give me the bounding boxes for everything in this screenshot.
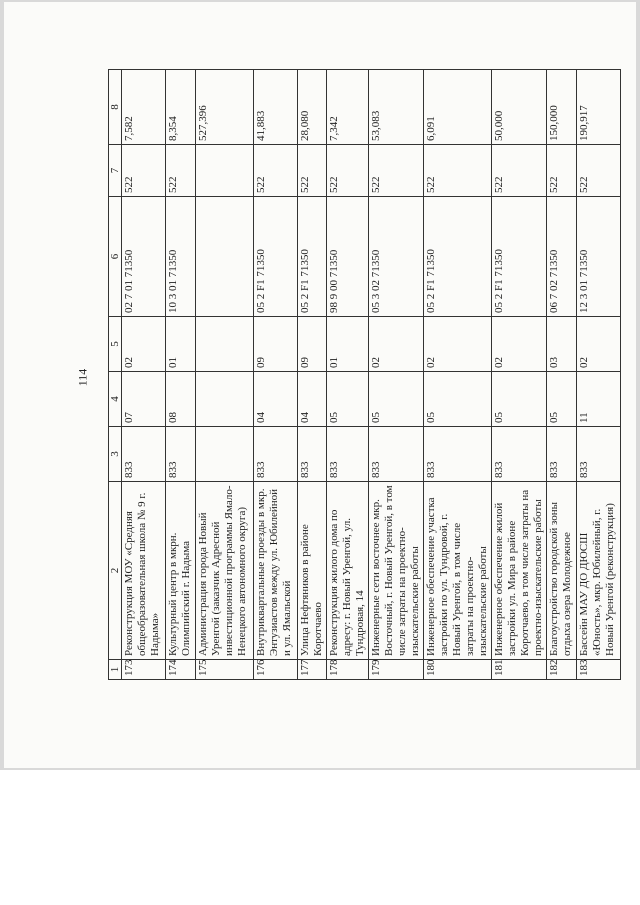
table-row [254, 70, 298, 680]
table-cell-c3: 833 [327, 427, 369, 482]
table-row [369, 70, 424, 680]
table-row [122, 70, 166, 680]
table-cell-n: 175 [196, 660, 254, 680]
table-cell-c8: 8,354 [166, 70, 196, 145]
table-cell-c5: 02 [492, 317, 547, 372]
table-row [492, 70, 547, 680]
table-cell-name: Благоустройство городской зоны отдыха озера Молодежное [547, 482, 577, 660]
table-cell-c7: 522 [547, 145, 577, 197]
table-cell-n: 173 [122, 660, 166, 680]
table-cell-c5: 09 [254, 317, 298, 372]
table-cell-c3: 833 [122, 427, 166, 482]
table-cell-c5: 01 [166, 317, 196, 372]
rotated-table-container [108, 70, 616, 680]
table-cell-name: Бассейн МАУ ДО ДЮСШ «Юность», мкр. Юбилейный, г. Новый Уренгой (реконструкция) [577, 482, 621, 660]
table-cell-c8: 527,396 [196, 70, 254, 145]
budget-table [108, 69, 621, 680]
table-body [122, 70, 621, 680]
table-cell-c4: 05 [369, 372, 424, 427]
table-cell-n: 179 [369, 660, 424, 680]
table-cell-c4: 04 [254, 372, 298, 427]
table-row [327, 70, 369, 680]
table-cell-c4: 05 [327, 372, 369, 427]
table-cell-c5: 09 [298, 317, 327, 372]
table-cell-c7: 522 [254, 145, 298, 197]
table-cell-c8: 53,083 [369, 70, 424, 145]
table-cell-name: Администрация города Новый Уренгой (заказчик Адресной инвестиционной программы Ямало-Ненецкого автономного округа) [196, 482, 254, 660]
header-cell: 1 [109, 660, 122, 680]
table-cell-c5: 01 [327, 317, 369, 372]
table-cell-name: Реконструкция жилого дома по адресу: г. Новый Уренгой, ул. Тундровая, 14 [327, 482, 369, 660]
table-cell-n: 174 [166, 660, 196, 680]
table-cell-c6: 05 2 F1 71350 [492, 197, 547, 317]
table-row [547, 70, 577, 680]
table-cell-c5: 02 [122, 317, 166, 372]
table-cell-n: 180 [424, 660, 492, 680]
table-cell-c7: 522 [166, 145, 196, 197]
table-cell-c5: 03 [547, 317, 577, 372]
table-cell-c6: 05 2 F1 71350 [298, 197, 327, 317]
header-cell: 3 [109, 427, 122, 482]
table-cell-c4: 11 [577, 372, 621, 427]
table-cell-c7: 522 [369, 145, 424, 197]
table-cell-c4: 04 [298, 372, 327, 427]
table-cell-c6: 98 9 00 71350 [327, 197, 369, 317]
table-cell-c8: 7,342 [327, 70, 369, 145]
table-cell-c3: 833 [424, 427, 492, 482]
table-row [577, 70, 621, 680]
table-cell-c8: 50,000 [492, 70, 547, 145]
table-cell-n: 177 [298, 660, 327, 680]
table-cell-c8: 41,883 [254, 70, 298, 145]
header-cell: 5 [109, 317, 122, 372]
table-cell-c6: 05 3 02 71350 [369, 197, 424, 317]
table-cell-c7: 522 [577, 145, 621, 197]
table-cell-c8: 190,917 [577, 70, 621, 145]
table-cell-name: Реконструкция МОУ «Средняя общеобразовательная школа № 9 г. Надыма» [122, 482, 166, 660]
table-cell-name: Инженерное обеспечение участка застройки по ул. Тундровой, г. Новый Уренгой, в том числе затраты на проектно-изыскательские работы [424, 482, 492, 660]
table-cell-c5 [196, 317, 254, 372]
table-cell-name: Инженерные сети восточнее мкр. Восточный, г. Новый Уренгой, в том числе затраты на проектно-изыскательские работы [369, 482, 424, 660]
table-row [424, 70, 492, 680]
table-cell-c6: 06 7 02 71350 [547, 197, 577, 317]
table-cell-c3: 833 [298, 427, 327, 482]
table-cell-c8: 28,080 [298, 70, 327, 145]
table-cell-c4: 05 [547, 372, 577, 427]
table-header-row [109, 70, 122, 680]
table-cell-c3: 833 [492, 427, 547, 482]
table-cell-c7: 522 [424, 145, 492, 197]
table-cell-n: 182 [547, 660, 577, 680]
table-cell-c5: 02 [369, 317, 424, 372]
table-cell-c3: 833 [577, 427, 621, 482]
table-cell-c4: 07 [122, 372, 166, 427]
table-cell-c8: 150,000 [547, 70, 577, 145]
header-cell: 2 [109, 482, 122, 660]
table-row [298, 70, 327, 680]
table-row [166, 70, 196, 680]
header-cell: 6 [109, 197, 122, 317]
table-cell-c8: 7,582 [122, 70, 166, 145]
table-cell-c6: 10 3 01 71350 [166, 197, 196, 317]
table-cell-c6: 05 2 F1 71350 [424, 197, 492, 317]
table-cell-name: Внутриквартальные проезды в мкр. Энтузиастов между ул. Юбилейной и ул. Ямальской [254, 482, 298, 660]
table-cell-c3: 833 [254, 427, 298, 482]
table-cell-c7 [196, 145, 254, 197]
table-cell-c6: 02 7 01 71350 [122, 197, 166, 317]
page-number: 114 [75, 368, 90, 387]
table-cell-n: 183 [577, 660, 621, 680]
table-cell-c4: 05 [424, 372, 492, 427]
table-cell-c6: 05 2 F1 71350 [254, 197, 298, 317]
table-cell-c3: 833 [166, 427, 196, 482]
table-cell-c4: 05 [492, 372, 547, 427]
table-cell-c3: 833 [547, 427, 577, 482]
table-cell-c7: 522 [298, 145, 327, 197]
table-cell-n: 181 [492, 660, 547, 680]
table-cell-c3: 833 [369, 427, 424, 482]
header-cell: 7 [109, 145, 122, 197]
table-cell-name: Улица Нефтяников в районе Коротчаево [298, 482, 327, 660]
table-cell-c4 [196, 372, 254, 427]
header-cell: 4 [109, 372, 122, 427]
table-cell-c6: 12 3 01 71350 [577, 197, 621, 317]
table-cell-c7: 522 [327, 145, 369, 197]
table-cell-c8: 6,091 [424, 70, 492, 145]
table-cell-c5: 02 [577, 317, 621, 372]
table-cell-c6 [196, 197, 254, 317]
table-cell-name: Культурный центр в мкрн. Олимпийский г. Надыма [166, 482, 196, 660]
table-cell-c7: 522 [122, 145, 166, 197]
table-cell-c4: 08 [166, 372, 196, 427]
table-cell-n: 178 [327, 660, 369, 680]
table-cell-name: Инженерное обеспечение жилой застройки ул. Мира в районе Коротчаево, в том числе затраты на проектно-изыскательские работы [492, 482, 547, 660]
table-cell-c7: 522 [492, 145, 547, 197]
table-cell-c3 [196, 427, 254, 482]
table-cell-n: 176 [254, 660, 298, 680]
table-cell-c5: 02 [424, 317, 492, 372]
table-row [196, 70, 254, 680]
header-cell: 8 [109, 70, 122, 145]
